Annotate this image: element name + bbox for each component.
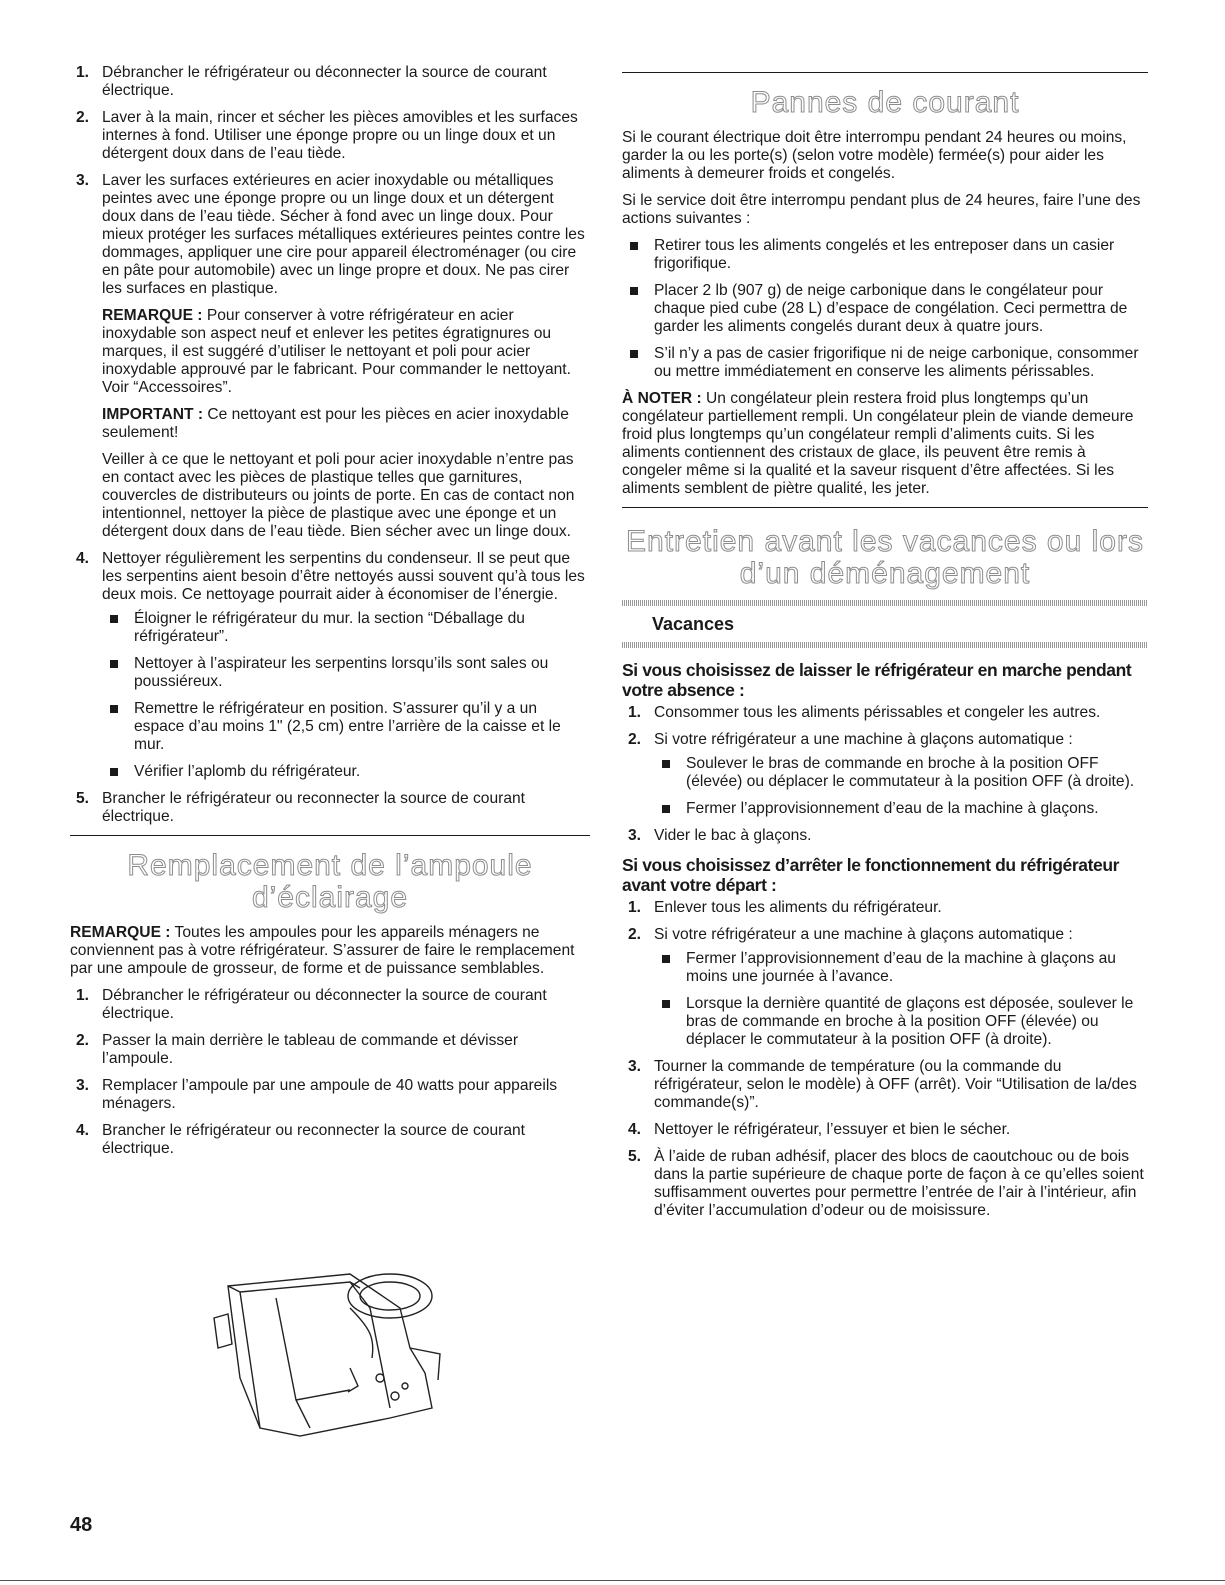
list-item (70, 987, 590, 1023)
heading-turn-off: Si vous choisissez d’arrêter le fonctionnement du réfrigérateur avant votre départ : (622, 855, 1120, 895)
list-item (70, 109, 590, 163)
bullet-item (654, 800, 1148, 818)
bullet-text: Vérifier l’aplomb du réfrigérateur. (134, 763, 361, 780)
page-number: 48 (70, 1514, 93, 1536)
noter-text: Un congélateur plein restera froid plus longtemps qu’un congélateur partiellement rempli. Un congélateur plein de viande demeure froid plus longtemps qu’un congélateur rempli d’aliments cuits. Si les aliments contiennent des cristaux de glace, ils peuvent être remis à congeler même si la qualité et la saveur risquent d’être affectées. Si les aliments semblent de piètre qualité, les jeter. (622, 390, 1134, 497)
list-number: 3. (76, 172, 90, 189)
list-item (70, 1122, 590, 1158)
veiller-paragraph: Veiller à ce que le nettoyant et poli pour acier inoxydable n’entre pas en contact avec les pièces de plastique telles que garnitures, couvercles de distributeurs ou joints de porte. En cas de contact non intentionnel, nettoyer la pièce de plastique avec une éponge et un détergent doux dans de l’eau tiède. Bien sécher avec un linge doux. (102, 451, 575, 540)
important-text: Ce nettoyant est pour les pièces en acier inoxydable seulement! (102, 406, 569, 441)
right-column (622, 64, 1148, 1229)
light-bulb-cover-illustration (200, 1268, 460, 1443)
list-item-text: Laver à la main, rincer et sécher les pièces amovibles et les surfaces internes à fond. Utiliser une éponge propre ou un linge doux et un détergent doux dans de l’eau tiède. (102, 109, 578, 162)
bullet-text: Soulever le bras de commande en broche à la position OFF (élevée) ou déplacer le commutateur à la position OFF (à droite). (686, 755, 1135, 790)
list-number: 1. (628, 899, 642, 916)
bulb-note-paragraph (70, 924, 590, 978)
list-item (70, 1032, 590, 1068)
list-number: 1. (76, 64, 90, 81)
list-item (70, 64, 590, 100)
list-item (70, 790, 590, 826)
bullet-square-icon (662, 955, 670, 963)
list-item-text: Consommer tous les aliments périssables et congeler les autres. (654, 704, 1101, 721)
list-number: 1. (76, 987, 90, 1004)
bulb-steps-list (70, 987, 590, 1158)
list-number: 2. (76, 109, 90, 126)
bullet-item (102, 655, 590, 691)
note-text: Toutes les ampoules pour les appareils ménagers ne conviennent pas à votre réfrigérateur. S’assurer de faire le remplacement par une ampoule de grosseur, de forme et de puissance semblables. (70, 924, 575, 977)
list-number: 2. (628, 926, 642, 943)
bullet-text: S’il n’y a pas de casier frigorifique ni de neige carbonique, consommer ou mettre immédiatement en conserve les aliments périssables. (654, 345, 1139, 380)
list-number: 4. (76, 1122, 90, 1139)
list-item-text: Si votre réfrigérateur a une machine à glaçons automatique : (654, 731, 1073, 748)
bullet-item (622, 237, 1148, 273)
bullet-text: Nettoyer à l’aspirateur les serpentins lorsqu’ils sont sales ou poussiéreux. (134, 655, 549, 690)
section-divider (622, 507, 1148, 508)
list-number: 4. (76, 550, 90, 567)
bullet-text: Lorsque la dernière quantité de glaçons est déposée, soulever le bras de commande en broche à la position OFF (élevée) ou déplacer le commutateur à la position OFF (à droite). (686, 995, 1134, 1048)
list-number: 1. (628, 704, 642, 721)
note-paragraph (102, 307, 590, 397)
list-item-text: Débrancher le réfrigérateur ou déconnecter la source de courant électrique. (102, 987, 547, 1022)
condenser-bullets (102, 610, 590, 781)
bullet-square-icon (662, 760, 670, 768)
bullet-square-icon (110, 615, 118, 623)
bullet-item (102, 700, 590, 754)
list-number: 3. (76, 1077, 90, 1094)
bullet-text: Retirer tous les aliments congelés et les entreposer dans un casier frigorifique. (654, 237, 1115, 272)
bullet-square-icon (662, 805, 670, 813)
list-item (622, 704, 1148, 722)
bullet-square-icon (110, 768, 118, 776)
bullet-square-icon (630, 242, 638, 250)
list-item-text: Brancher le réfrigérateur ou reconnecter la source de courant électrique. (102, 790, 525, 825)
bullet-text: Placer 2 lb (907 g) de neige carbonique dans le congélateur pour chaque pied cube (28 L) d’espace de congélation. Ceci permettra de garder les aliments congelés durant deux à quatre jours. (654, 282, 1128, 335)
section-title-line-1: Entretien avant les vacances ou lors (626, 525, 1144, 558)
noter-label: À NOTER : (622, 390, 702, 407)
bullet-square-icon (630, 287, 638, 295)
bullet-square-icon (110, 660, 118, 668)
bullet-text: Éloigner le réfrigérateur du mur. la section “Déballage du réfrigérateur”. (134, 610, 525, 645)
light-cover-drawing (200, 1268, 460, 1438)
important-paragraph (102, 406, 590, 442)
list-item-text: Laver les surfaces extérieures en acier inoxydable ou métalliques peintes avec une éponge propre ou un linge doux et un détergent doux dans de l’eau tiède. Sécher à fond avec un linge doux. Pour mieux protéger les surfaces métalliques extérieures peintes contre les dommages, appliquer une cire pour appareil électroménager (ou cire en pâte pour automobile) avec un linge propre et doux. Ne pas cirer les surfaces en plastique. (102, 172, 585, 297)
cleaning-steps-list (70, 64, 590, 298)
noter-paragraph (622, 390, 1148, 498)
list-number: 3. (628, 827, 642, 844)
list-item (622, 1058, 1148, 1112)
list-item-text: À l’aide de ruban adhésif, placer des blocs de caoutchouc ou de bois dans la partie supérieure de chaque porte de façon à ce qu’elles soient suffisamment ouvertes pour permettre l’entrée de l’air à l’intérieur, afin d’éviter l’accumulation d’odeur ou de moisissure. (654, 1148, 1144, 1219)
list-item (70, 172, 590, 298)
section-title-line-1: Remplacement de l’ampoule (127, 849, 533, 882)
power-bullets (622, 237, 1148, 381)
note-text: Pour conserver à votre réfrigérateur en acier inoxydable son aspect neuf et enlever les petites égratignures ou marques, il est suggéré d’utiliser le nettoyant et poli pour acier inoxydable approuvé par le fabricant. Pour commander le nettoyant. Voir “Accessoires”. (102, 307, 571, 396)
list-item-text: Passer la main derrière le tableau de commande et dévisser l’ampoule. (102, 1032, 519, 1067)
bullet-item (622, 345, 1148, 381)
note-label: REMARQUE : (70, 924, 171, 941)
list-item-text: Débrancher le réfrigérateur ou déconnecter la source de courant électrique. (102, 64, 547, 99)
list-item-text: Brancher le réfrigérateur ou reconnecter la source de courant électrique. (102, 1122, 525, 1157)
power-paragraph-1: Si le courant électrique doit être interrompu pendant 24 heures ou moins, garder la ou les porte(s) (selon votre modèle) fermée(s) pour aider les aliments à demeurer froids et congelés. (622, 129, 1127, 182)
power-paragraph-2: Si le service doit être interrompu pendant plus de 24 heures, faire l’une des actions suivantes : (622, 192, 1141, 227)
vacances-heading: Vacances (652, 614, 735, 634)
list-item (622, 1148, 1148, 1220)
list-item-text: Nettoyer le réfrigérateur, l’essuyer et bien le sécher. (654, 1121, 1011, 1138)
leave-running-steps (622, 704, 1148, 845)
list-number: 5. (628, 1148, 642, 1165)
list-item-text: Nettoyer régulièrement les serpentins du condenseur. Il se peut que les serpentins aient besoin d’être nettoyés aussi souvent qu’à tous les deux mois. Ce nettoyage pourrait aider à économiser de l’énergie. (102, 550, 585, 603)
dotted-divider (622, 642, 1148, 648)
page-bottom-rule (0, 1580, 1225, 1581)
list-item-text: Si votre réfrigérateur a une machine à glaçons automatique : (654, 926, 1073, 943)
bullet-text: Remettre le réfrigérateur en position. S’assurer qu’il y a un espace d’au moins 1" (2,5 cm) entre l’arrière de la caisse et le mur. (134, 700, 561, 753)
bullet-square-icon (110, 705, 118, 713)
bullet-item (654, 950, 1148, 986)
bullet-text: Fermer l’approvisionnement d’eau de la machine à glaçons au moins une journée à l’avance. (686, 950, 1116, 985)
list-item-text: Vider le bac à glaçons. (654, 827, 812, 844)
bullet-square-icon (662, 1000, 670, 1008)
list-item-text: Remplacer l’ampoule par une ampoule de 40 watts pour appareils ménagers. (102, 1077, 558, 1112)
section-divider (622, 72, 1148, 73)
list-item-text: Enlever tous les aliments du réfrigérateur. (654, 899, 942, 916)
note-label: REMARQUE : (102, 307, 203, 324)
list-number: 2. (628, 731, 642, 748)
section-title-vacation (622, 526, 1148, 590)
list-number: 4. (628, 1121, 642, 1138)
list-number: 2. (76, 1032, 90, 1049)
sub-bullets (654, 950, 1148, 1049)
bullet-text: Fermer l’approvisionnement d’eau de la machine à glaçons. (686, 800, 1099, 817)
section-title-bulb (70, 850, 590, 914)
list-item-text: Tourner la commande de température (ou la commande du réfrigérateur, selon le modèle) à OFF (arrêt). Voir “Utilisation de la/des commande(s)”. (654, 1058, 1137, 1111)
list-item (70, 1077, 590, 1113)
list-item (622, 1121, 1148, 1139)
heading-leave-running: Si vous choisissez de laisser le réfrigérateur en marche pendant votre absence : (622, 660, 1132, 700)
bullet-item (654, 755, 1148, 791)
stainless-notes (70, 307, 590, 541)
list-item (70, 550, 590, 781)
list-item (622, 827, 1148, 845)
turn-off-steps (622, 899, 1148, 1220)
bullet-item (654, 995, 1148, 1049)
sub-bullets (654, 755, 1148, 818)
important-label: IMPORTANT : (102, 406, 204, 423)
list-item (622, 731, 1148, 818)
list-number: 3. (628, 1058, 642, 1075)
section-title-line-2: d’un déménagement (739, 557, 1031, 590)
list-item (622, 926, 1148, 1049)
list-item (622, 899, 1148, 917)
list-number: 5. (76, 790, 90, 807)
bullet-item (102, 610, 590, 646)
section-title-line-2: d’éclairage (251, 881, 409, 914)
section-title-power: Pannes de courant (750, 86, 1020, 119)
left-column (70, 64, 590, 1167)
section-divider (70, 835, 590, 836)
bullet-square-icon (630, 350, 638, 358)
bullet-item (622, 282, 1148, 336)
bullet-item (102, 763, 590, 781)
